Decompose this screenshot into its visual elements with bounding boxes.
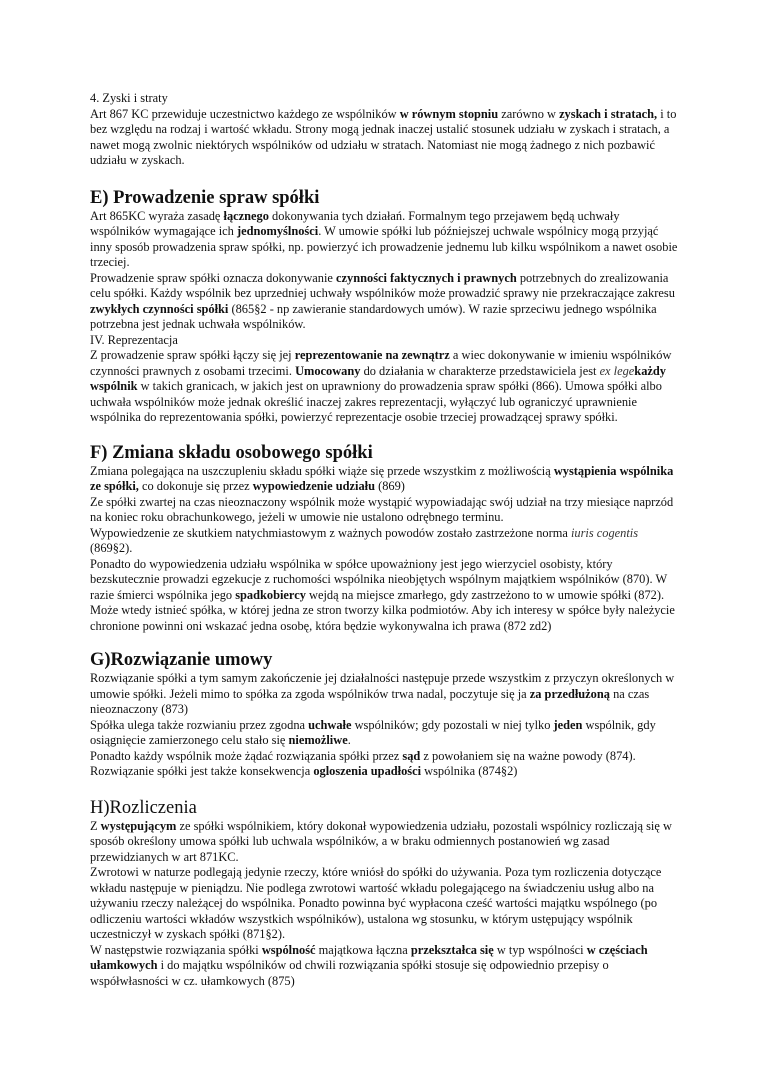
subsection-title [90, 333, 680, 349]
paragraph [90, 671, 680, 718]
paragraph [90, 495, 680, 526]
text-run: Art 867 KC przewiduje uczestnictwo każdego ze wspólników [90, 106, 400, 121]
text-run: W następstwie rozwiązania spółki [90, 942, 262, 957]
text-run: wspólników; gdy pozostali w niej tylko [351, 717, 554, 732]
text-run: Zmiana polegająca na uszczupleniu składu spółki wiąże się przede wszystkim z możliwością [90, 463, 554, 478]
text-run: ze spółki wspólnikiem, który dokonał wypowiedzenia udziału, pozostali wspólnicy rozliczają się w sposób określony umowa spółki lub uchwala wspólników, a w braku odmiennych postanowień wg zasad przewidzianych w art 871KC. [90, 818, 672, 864]
paragraph [90, 526, 680, 557]
bold-text: spadkobiercy [235, 587, 306, 602]
text-run: na czas nieoznaczony (873) [90, 686, 650, 716]
paragraph [90, 749, 680, 765]
text-run: Zwrotowi w naturze podlegają jedynie rzeczy, które wniósł do spółki do używania. Poza tym rozliczenia dotyczące wkładu następuje w pieniądzu. Nie podlega zwrotowi wartość wkładu polegającego na świadczeniu usług albo na używaniu rzeczy należącej do wspólnika. Ponadto powinna być wypłacona cześć wartości majątku wspólnego (po odliczeniu wartości wkładów wszystkich wspólników), ustalona wg stosunku, w którym ustępujący wspólnik uczestniczył w zyskach spółki (871§2). [90, 865, 662, 941]
bold-text: reprezentowanie na zewnątrz [294, 348, 450, 362]
text-run: Spółka ulega także rozwianiu przez zgodna [90, 717, 309, 732]
text-run: wspólnika (874§2) [421, 764, 518, 778]
bold-text: wystąpienia [553, 463, 617, 478]
heading-rozwiazanie-umowy: G)Rozwiązanie umowy [90, 650, 273, 670]
paragraph [90, 865, 680, 943]
text-run: w typ wspólności [493, 942, 587, 957]
paragraph [90, 464, 680, 495]
text-run: Wypowiedzenie ze skutkiem natychmiastowym z ważnych powodów zostało zastrzeżone norma [90, 525, 571, 540]
paragraph [90, 271, 680, 333]
bold-text: wspólnika ze spółki, [90, 463, 674, 493]
text-run: Ponadto każdy wspólnik może żądać rozwiązania spółki przez [90, 748, 403, 763]
text-run: z powołaniem się na ważne powody (874). [420, 748, 636, 763]
bold-text: wspólność [261, 942, 316, 957]
bold-text: przekształca się [410, 942, 494, 957]
text-run: wspólnik, gdy osiągnięcie zamierzonego celu stało się [90, 717, 656, 747]
bold-text: czynności faktycznych i prawnych [336, 270, 517, 285]
text-run: w takich granicach, w jakich jest on uprawniony do prowadzenia spraw spółki (866). Umowa spółki albo uchwała wspólników może jednak określić inaczej zakres reprezentacji, wyłączyć lub ograniczyć uprawnienie wspólnika do reprezentowania spółki, powierzyć reprezentacje osobie trzeciej prowadzącej sprawy spółki. [90, 379, 662, 424]
text-run: potrzebnych do zrealizowania celu spółki. Każdy wspólnik bez uprzedniej uchwały wspólników może prowadzić sprawy nie przekraczające zakresu [90, 270, 675, 300]
bold-text: w częściach ułamkowych [90, 942, 648, 972]
bold-text: ogloszenia upadłości [313, 764, 422, 778]
heading-prowadzenie-spraw: E) Prowadzenie spraw spółki [90, 187, 320, 208]
bold-text: w równym stopniu [399, 106, 499, 121]
text-run: a wiec dokonywanie w imieniu wspólników czynności prawnych z osobami trzecimi. [90, 348, 672, 378]
text-run: co dokonuje się przez [138, 479, 253, 493]
text-run: Art 865KC wyraża zasadę [90, 208, 224, 223]
bold-text: jednomyślności [236, 224, 319, 238]
text-run: (869§2). [90, 541, 133, 555]
heading-zmiana-skladu: F) Zmiana składu osobowego spółki [90, 442, 373, 463]
paragraph [90, 718, 680, 749]
bold-text: uchwałe [308, 717, 352, 732]
text-run: zarówno w [498, 106, 560, 121]
bold-text: Umocowany [295, 363, 361, 378]
text-run: majątkowa łączna [315, 942, 411, 957]
paragraph [90, 943, 680, 990]
bold-text: sąd [402, 748, 421, 763]
section-4-title: 4. Zyski i straty [90, 91, 168, 105]
heading-rozliczenia: H)Rozliczenia [90, 797, 197, 818]
document-body [90, 91, 680, 989]
text-run: Ponadto do wypowiedzenia udziału wspólnika w spółce upoważniony jest jego wierzyciel osobisty, który bezskutecznie prowadzi egzekucje z ruchomości wspólnika nieobjętych wspólnym majątkiem wspólników (870). W razie śmierci wspólnika jego [90, 556, 667, 602]
bold-text: za przedłużoną [529, 686, 610, 701]
text-run: i do majątku wspólników od chwili rozwiązania spółki stosuje się odpowiednio przepisy o współwłasności w cz. ułamkowych (875) [90, 958, 609, 988]
text-run: dokonywania tych działań. Formalnym tego przejawem będą uchwały wspólników wymagające ich [90, 208, 620, 238]
text-run: i to bez względu na rodzaj i wartość wkładu. Strony mogą jednak inaczej ustalić stosunek udziału w zyskach i stratach, a nawet mogą zwolnic niektórych wspólników od udziału w stratach. Natomiast nie mogą żadnego z nich pozbawić udziału w zyskach. [90, 106, 677, 167]
text-run: Rozwiązanie spółki a tym samym zakończenie jej działalności następuje przede wszystkim z przyczyn określonych w umowie spółki. Jeżeli mimo to spółka za zgoda wspólników trwa nadal, poczytuje się ja [90, 671, 675, 701]
bold-text: zwykłych czynności spółki [90, 301, 229, 316]
bold-text: niemożliwe [288, 733, 348, 747]
text-run: Z [90, 818, 101, 833]
bold-text: zyskach i stratach, [559, 106, 658, 121]
text-run: . [347, 733, 351, 747]
paragraph [90, 348, 680, 426]
italic-text: ex lege [599, 363, 635, 378]
text-run: . W umowie spółki lub późniejszej uchwale wspólnicy mogą przyjąć inny sposób prowadzenia spraw spółki, np. powierzyć ich prowadzenie jednemu lub kilku wspólnikom a nawet osobie trzeciej. [90, 224, 678, 269]
text-run: Ze spółki zwartej na czas nieoznaczony wspólnik może wystąpić wypowiadając swój udział na trzy miesiące naprzód na koniec roku obrachunkowego, jeżeli w umowie nie ustalono odrębnego terminu. [90, 494, 674, 524]
text-run: Rozwiązanie spółki jest także konsekwencja [90, 764, 314, 778]
text-run: do działania w charakterze przedstawiciela jest [360, 363, 600, 378]
paragraph [90, 209, 680, 271]
bold-text: występującym [100, 818, 177, 833]
text-run: IV. Reprezentacja [90, 332, 178, 347]
italic-text: iuris cogentis [570, 525, 639, 540]
paragraph [90, 819, 680, 866]
paragraph [90, 107, 680, 169]
text-run: Z prowadzenie spraw spółki łączy się jej [90, 348, 295, 362]
bold-text: każdy wspólnik [90, 363, 666, 393]
text-run: wejdą na miejsce zmarłego, gdy zastrzeżono to w umowie spółki (872). Może wtedy istnieć spółka, w której jedna ze stron tworzy kilka podmiotów. Aby ich interesy w spółce były należycie chronione powinni oni wskazać jedna osobę, która będzie wykonywalna ich prawa (872 zd2) [90, 587, 675, 633]
text-run: (869) [374, 479, 405, 493]
bold-text: jeden [553, 717, 583, 732]
bold-text: łącznego [223, 208, 269, 223]
paragraph [90, 764, 680, 780]
bold-text: wypowiedzenie udziału [252, 479, 375, 493]
text-run: Prowadzenie spraw spółki oznacza dokonywanie [90, 270, 337, 285]
paragraph [90, 557, 680, 635]
text-run: (865§2 - np zawieranie standardowych umów). W razie sprzeciwu jednego wspólnika potrzebna jest jednak uchwała wspólników. [90, 301, 657, 331]
